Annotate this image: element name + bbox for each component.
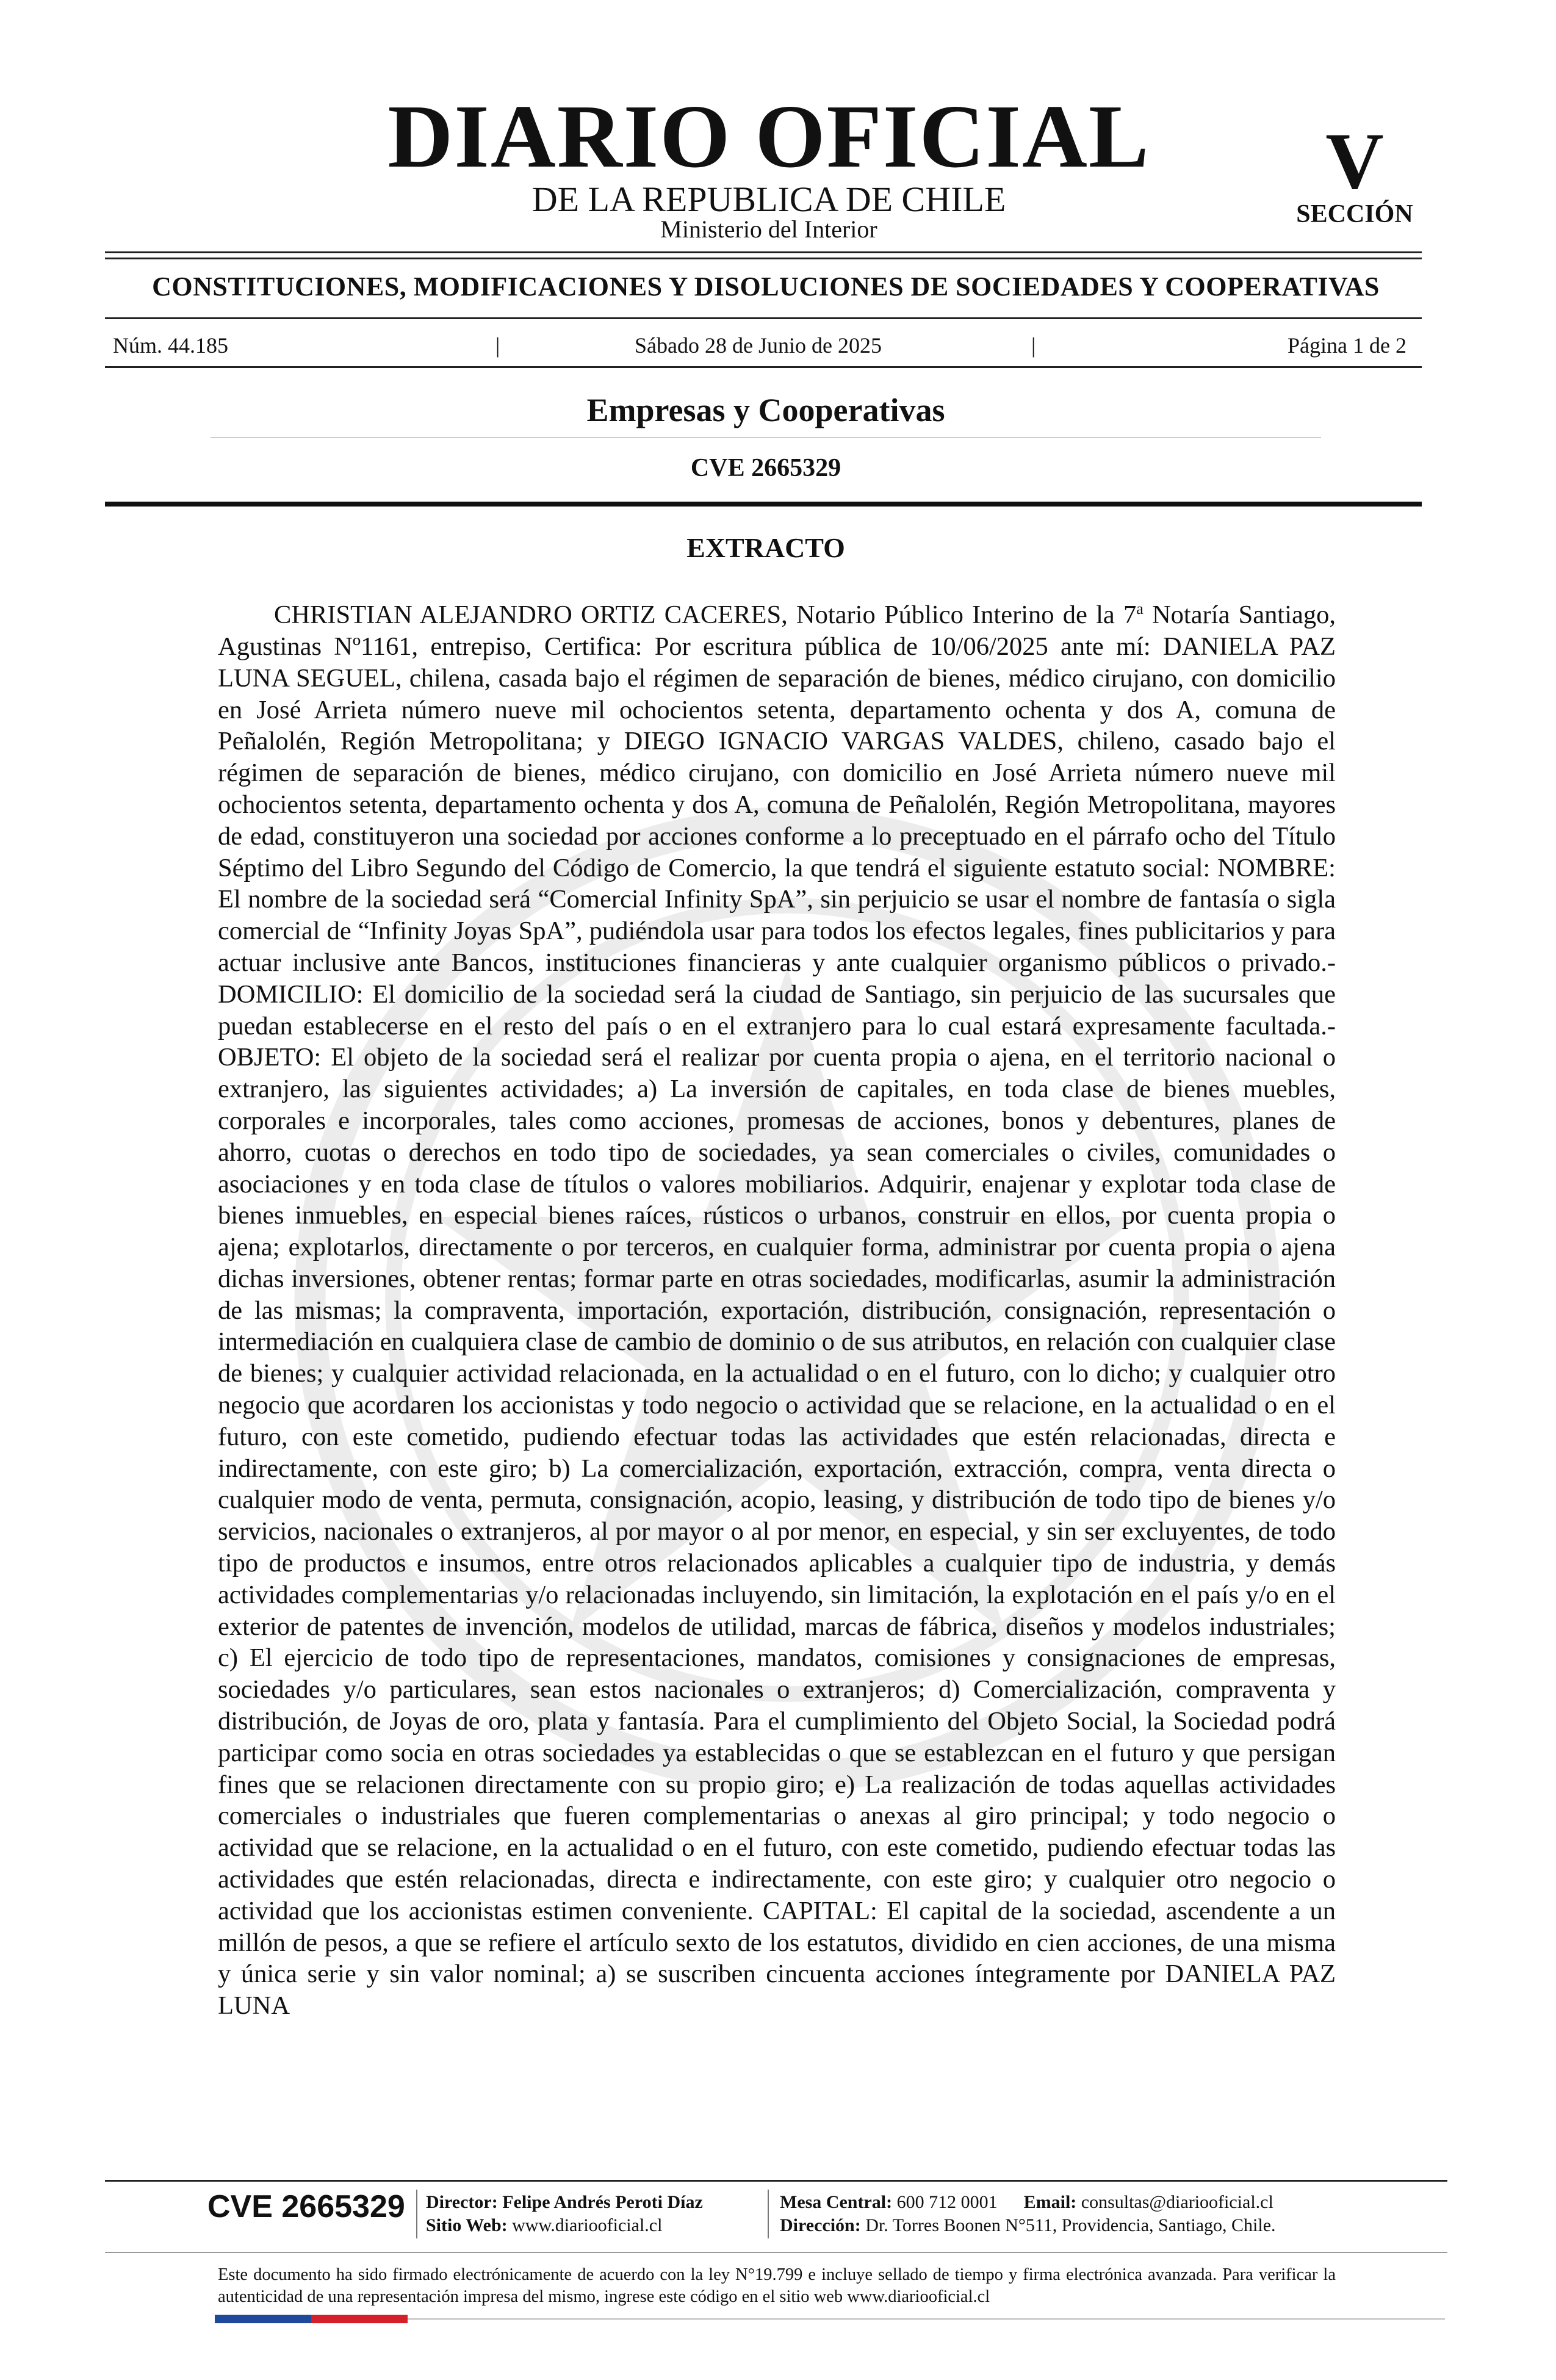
- section-label: SECCIÓN: [1296, 200, 1413, 228]
- website-link[interactable]: www.diariooficial.cl: [512, 2215, 663, 2235]
- company-type-heading: Empresas y Cooperativas: [586, 392, 945, 428]
- document-title: EXTRACTO: [686, 532, 845, 563]
- meta-separator-left: |: [495, 333, 500, 358]
- flag-stripe-red: [311, 2315, 408, 2323]
- footer-legal-note: Este documento ha sido firmado electrónicamente de acuerdo con la ley N°19.799 e incluye sellado de tiempo y firma electrónica avanzada. Para verificar la autenticidad de una representación impresa del mismo, ingrese este código en el sitio web www.diariooficial.cl: [218, 2265, 1336, 2306]
- flag-stripe-blue: [215, 2315, 311, 2323]
- masthead-divider-bottom: [105, 258, 1422, 259]
- footer-website: [426, 2214, 792, 2237]
- meta-separator-right: |: [1031, 333, 1036, 358]
- section-numeral: V: [1325, 116, 1384, 206]
- issue-number: Núm. 44.185: [113, 333, 228, 358]
- phone-value: 600 712 0001: [896, 2192, 998, 2212]
- masthead-divider-top: [105, 251, 1422, 253]
- phone-label: Mesa Central:: [780, 2192, 893, 2212]
- company-type-divider: [211, 437, 1321, 438]
- category-divider: [105, 317, 1422, 319]
- director-label: Director:: [426, 2192, 498, 2212]
- address-label: Dirección:: [780, 2215, 861, 2235]
- email-link[interactable]: consultas@diariooficial.cl: [1081, 2192, 1273, 2212]
- footer-phone-email: [780, 2191, 1451, 2214]
- masthead-subtitle: DE LA REPUBLICA DE CHILE: [531, 179, 1006, 219]
- meta-divider: [105, 366, 1422, 368]
- footer-address: [780, 2214, 1451, 2237]
- footer-cve-code: CVE 2665329: [207, 2189, 405, 2224]
- footer-separator-1: [416, 2190, 417, 2238]
- address-value: Dr. Torres Boonen N°511, Providencia, Santiago, Chile.: [865, 2215, 1276, 2235]
- header-thick-divider: [105, 502, 1422, 507]
- footer-director: [426, 2191, 792, 2214]
- website-label: Sitio Web:: [426, 2215, 508, 2235]
- footer-divider-bottom: [408, 2318, 1445, 2320]
- body-superscript: a: [1136, 600, 1144, 618]
- body-lead: CHRISTIAN ALEJANDRO ORTIZ CACERES, Notario Público Interino de la 7: [274, 600, 1137, 630]
- document-body: [218, 593, 1336, 2022]
- footer-divider-middle: [105, 2252, 1447, 2253]
- cve-code: CVE 2665329: [690, 454, 841, 482]
- masthead-ministry: Ministerio del Interior: [660, 215, 877, 243]
- director-name: Felipe Andrés Peroti Díaz: [502, 2192, 703, 2212]
- category-heading: CONSTITUCIONES, MODIFICACIONES Y DISOLUCIONES DE SOCIEDADES Y COOPERATIVAS: [152, 272, 1380, 301]
- page-indicator: Página 1 de 2: [1288, 333, 1407, 358]
- body-rest: Notaría Santiago, Agustinas Nº1161, entrepiso, Certifica: Por escritura pública de 10/06/2025 ante mí: DANIELA PAZ LUNA SEGUEL, chilena, casada bajo el régimen de separación de bienes, médico cirujano, con domicilio en José Arrieta número nueve mil ochocientos setenta, departamento ochenta y dos A, comuna de Peñalolén, Región Metropolitana; y DIEGO IGNACIO VARGAS VALDES, chileno, casado bajo el régimen de separación de bienes, médico cirujano, con domicilio en José Arrieta número nueve mil ochocientos setenta, departamento ochenta y dos A, comuna de Peñalolén, Región Metropolitana, mayores de edad, constituyeron una sociedad por acciones conforme a lo preceptuado en el párrafo ocho del Título Séptimo del Libro Segundo del Código de Comercio, la que tendrá el siguiente estatuto social: NOMBRE: El nombre de la sociedad será “Comercial Infinity SpA”, sin perjuicio se usar el nombre de fantasía o sigla comercial de “Infinity Joyas SpA”, pudiéndola usar para todos los efectos legales, fines publicitarios y para actuar inclusive ante Bancos, instituciones financieras y ante cualquier organismo públicos o privado.- DOMICILIO: El domicilio de la sociedad será la ciudad de Santiago, sin perjuicio de las sucursales que puedan establecerse en el resto del país o en el extranjero para lo cual estará expresamente facultada.- OBJETO: El objeto de la sociedad será el realizar por cuenta propia o ajena, en el territorio nacional o extranjero, las siguientes actividades; a) La inversión de capitales, en toda clase de bienes muebles, corporales e incorporales, tales como acciones, promesas de acciones, bonos y debentures, planes de ahorro, cuotas o derechos en todo tipo de sociedades, ya sean comerciales o civiles, comunidades o asociaciones y en toda clase de títulos o valores mobiliarios. Adquirir, enajenar y explotar toda clase de bienes inmuebles, en especial bienes raíces, rústicos o urbanos, construir en ellos, por cuenta propia o ajena; explotarlos, directamente o por terceros, en cualquier forma, administrar por cuenta propia o ajena dichas inversiones, obtener rentas; formar parte en otras sociedades, modificarlas, asumir la administración de las mismas; la compraventa, importación, exportación, distribución, consignación, representación o intermediación en cualquiera clase de cambio de dominio o de sus atributos, en relación con cualquier clase de bienes; y cualquier actividad relacionada, en la actualidad o en el futuro, con lo dicho; y cualquier otro negocio que acordaren los accionistas y todo negocio o actividad que se relacione, en la actualidad o en el futuro, con este cometido, pudiendo efectuar todas las actividades que estén relacionadas, directa e indirectamente, con este giro; b) La comercialización, exportación, extracción, compra, venta directa o cualquier modo de venta, permuta, consignación, acopio, leasing, y distribución de todo tipo de bienes y/o servicios, nacionales o extranjeros, al por mayor o al por menor, en especial, y sin ser excluyentes, de todo tipo de productos e insumos, entre otros relacionados aplicables a cualquier tipo de industria, y demás actividades complementarias y/o relacionadas incluyendo, sin limitación, la explotación en el país y/o en el exterior de patentes de invención, modelos de utilidad, marcas de fábrica, diseños y modelos industriales; c) El ejercicio de todo tipo de representaciones, mandatos, comisiones y consignaciones de empresas, sociedades y/o particulares, sean estos nacionales o extranjeros; d) Comercialización, compraventa y distribución, de Joyas de oro, plata y fantasía. Para el cumplimiento del Objeto Social, la Sociedad podrá participar como socia en otras sociedades ya establecidas o que se establezcan en el futuro y que persigan fines que se relacionen directamente con su propio giro; e) La realización de todas aquellas actividades comerciales o industriales que fueren complementarias o anexas al giro principal; y todo negocio o actividad que se relacione, en la actualidad o en el futuro, con este cometido, pudiendo efectuar todas las actividades que estén relacionadas, directa e indirectamente, con este giro; y cualquier otro negocio o actividad que los accionistas estimen conveniente. CAPITAL: El capital de la sociedad, ascendente a un millón de pesos, a que se refiere el artículo sexto de los estatutos, dividido en cien acciones, de una misma y única serie y sin valor nominal; a) se suscriben cincuenta acciones íntegramente por DANIELA PAZ LUNA: [218, 600, 1336, 2021]
- issue-date: Sábado 28 de Junio de 2025: [635, 333, 882, 358]
- email-label: Email:: [1023, 2192, 1077, 2212]
- masthead-title: DIARIO OFICIAL: [387, 87, 1150, 187]
- footer-divider-top: [105, 2180, 1447, 2182]
- footer-separator-2: [768, 2190, 769, 2238]
